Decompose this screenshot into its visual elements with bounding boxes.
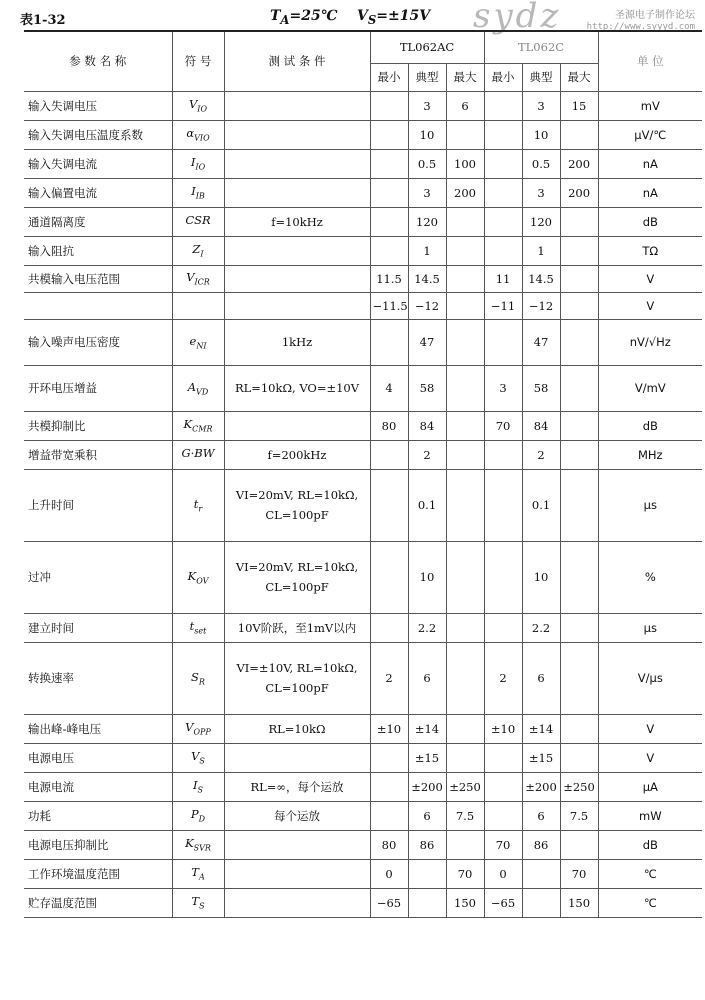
col-unit: 单 位 [598,31,702,91]
test-condition: VI=20mV, RL=10kΩ, CL=100pF [224,469,370,541]
value-cell: 3 [522,91,560,120]
value-cell: 86 [522,830,560,859]
value-cell: 200 [560,149,598,178]
table-row [24,440,702,469]
value-cell: 58 [408,365,446,411]
col-typ-1: 典型 [408,63,446,91]
unit-cell: ℃ [598,888,702,917]
test-condition [224,265,370,292]
value-cell: 15 [560,91,598,120]
test-condition [224,120,370,149]
param-symbol: $I_S$ [172,772,224,801]
table-id: 表1-32 [20,13,66,28]
unit-cell: V/mV [598,365,702,411]
unit-cell: μA [598,772,702,801]
value-cell: 120 [408,207,446,236]
table-row [24,207,702,236]
value-cell: 58 [522,365,560,411]
unit-cell: dB [598,207,702,236]
value-cell [484,149,522,178]
value-cell [484,236,522,265]
value-cell: 7.5 [446,801,484,830]
test-condition [224,149,370,178]
unit-cell: dB [598,411,702,440]
param-name: 增益带宽乘积 [24,440,172,469]
value-cell: 0 [370,859,408,888]
value-cell [446,365,484,411]
value-cell [408,888,446,917]
param-symbol: $T_S$ [172,888,224,917]
value-cell: 80 [370,411,408,440]
value-cell [484,319,522,365]
value-cell: 70 [560,859,598,888]
table-row [24,830,702,859]
param-name: 共模抑制比 [24,411,172,440]
col-max-1: 最大 [446,63,484,91]
test-condition [224,411,370,440]
param-name: 功耗 [24,801,172,830]
param-symbol: $I_{IB}$ [172,178,224,207]
value-cell [560,714,598,743]
value-cell: 0.1 [408,469,446,541]
value-cell: −65 [370,888,408,917]
value-cell [446,743,484,772]
test-condition: 10V阶跃，至1mV以内 [224,613,370,642]
value-cell [408,859,446,888]
value-cell: 47 [522,319,560,365]
param-name: 输出峰-峰电压 [24,714,172,743]
value-cell [446,207,484,236]
value-cell: 2 [408,440,446,469]
value-cell: 150 [446,888,484,917]
value-cell: 0.1 [522,469,560,541]
value-cell: 6 [522,801,560,830]
test-condition [224,830,370,859]
unit-cell: nA [598,149,702,178]
unit-cell: % [598,541,702,613]
unit-cell: ℃ [598,859,702,888]
unit-cell: mW [598,801,702,830]
value-cell [446,265,484,292]
value-cell [370,469,408,541]
table-row [24,365,702,411]
table-row [24,801,702,830]
param-symbol: CSR [172,207,224,236]
unit-cell: μV/℃ [598,120,702,149]
value-cell: 6 [522,642,560,714]
value-cell [560,207,598,236]
value-cell: 84 [408,411,446,440]
col-condition: 测 试 条 件 [224,31,370,91]
value-cell [370,319,408,365]
test-condition [224,178,370,207]
value-cell [370,149,408,178]
table-row [24,859,702,888]
value-cell: 0.5 [408,149,446,178]
test-condition: 每个运放 [224,801,370,830]
param-name: 输入失调电压 [24,91,172,120]
value-cell: −12 [522,292,560,319]
param-name: 上升时间 [24,469,172,541]
value-cell: 10 [522,120,560,149]
value-cell [560,319,598,365]
table-row [24,888,702,917]
value-cell [484,207,522,236]
table-row [24,91,702,120]
value-cell: 0 [484,859,522,888]
value-cell [560,292,598,319]
value-cell [446,714,484,743]
value-cell [370,772,408,801]
test-condition: 1kHz [224,319,370,365]
value-cell: −65 [484,888,522,917]
test-condition: RL=10kΩ [224,714,370,743]
param-symbol: $V_{OPP}$ [172,714,224,743]
value-cell [370,541,408,613]
unit-cell: nA [598,178,702,207]
param-name [24,292,172,319]
table-row [24,292,702,319]
value-cell [370,613,408,642]
unit-cell: V [598,265,702,292]
value-cell [446,642,484,714]
param-symbol [172,292,224,319]
param-symbol: $K_{CMR}$ [172,411,224,440]
table-row [24,265,702,292]
table-row [24,714,702,743]
param-symbol: $A_{VD}$ [172,365,224,411]
value-cell: 2 [522,440,560,469]
test-condition [224,859,370,888]
param-name: 开环电压增益 [24,365,172,411]
value-cell: 47 [408,319,446,365]
unit-cell: V [598,292,702,319]
param-name: 过冲 [24,541,172,613]
value-cell [446,469,484,541]
table-row [24,149,702,178]
value-cell: 14.5 [408,265,446,292]
value-cell: 70 [484,411,522,440]
test-condition [224,91,370,120]
value-cell [446,613,484,642]
value-cell [560,440,598,469]
test-condition [224,743,370,772]
test-condition: f=10kHz [224,207,370,236]
param-name: 工作环境温度范围 [24,859,172,888]
value-cell [370,91,408,120]
value-cell: 3 [484,365,522,411]
table-row [24,613,702,642]
param-symbol: $V_{IO}$ [172,91,224,120]
value-cell: 3 [408,91,446,120]
param-symbol: $K_{OV}$ [172,541,224,613]
value-cell [560,411,598,440]
test-condition: RL=∞，每个运放 [224,772,370,801]
value-cell: 11.5 [370,265,408,292]
table-row [24,772,702,801]
value-cell [560,120,598,149]
param-symbol: $Z_I$ [172,236,224,265]
value-cell: 6 [446,91,484,120]
unit-cell: dB [598,830,702,859]
param-name: 建立时间 [24,613,172,642]
value-cell [446,292,484,319]
param-symbol: $V_S$ [172,743,224,772]
unit-cell: V [598,714,702,743]
value-cell [560,541,598,613]
value-cell: 1 [522,236,560,265]
param-name: 转换速率 [24,642,172,714]
value-cell [484,613,522,642]
value-cell [484,772,522,801]
value-cell [370,178,408,207]
value-cell: 200 [560,178,598,207]
param-name: 电源电压 [24,743,172,772]
param-symbol: $K_{SVR}$ [172,830,224,859]
value-cell [370,236,408,265]
table-row [24,541,702,613]
value-cell [484,743,522,772]
param-name: 输入失调电压温度系数 [24,120,172,149]
table-row [24,178,702,207]
value-cell [446,120,484,149]
test-condition: f=200kHz [224,440,370,469]
value-cell: ±15 [408,743,446,772]
value-cell: 200 [446,178,484,207]
value-cell [446,319,484,365]
value-cell: ±10 [370,714,408,743]
value-cell [560,642,598,714]
value-cell [560,743,598,772]
value-cell: 10 [408,541,446,613]
value-cell [484,440,522,469]
col-min-1: 最小 [370,63,408,91]
value-cell: ±250 [560,772,598,801]
value-cell [560,613,598,642]
value-cell: 4 [370,365,408,411]
value-cell [560,469,598,541]
param-name: 输入噪声电压密度 [24,319,172,365]
value-cell [560,365,598,411]
value-cell [370,120,408,149]
value-cell: 2.2 [522,613,560,642]
value-cell [446,411,484,440]
value-cell: 7.5 [560,801,598,830]
table-row [24,120,702,149]
value-cell: 6 [408,642,446,714]
table-row [24,743,702,772]
value-cell [484,541,522,613]
param-symbol: $P_D$ [172,801,224,830]
col-param: 参 数 名 称 [24,31,172,91]
logo-name: 圣源电子制作论坛 [615,10,695,21]
col-device-2: TL062C [484,31,598,63]
unit-cell: μs [598,613,702,642]
param-symbol: $t_{set}$ [172,613,224,642]
value-cell [446,830,484,859]
param-symbol: $S_R$ [172,642,224,714]
table-row [24,319,702,365]
value-cell: −11 [484,292,522,319]
value-cell: ±250 [446,772,484,801]
value-cell [370,743,408,772]
table-row [24,642,702,714]
unit-cell: V/μs [598,642,702,714]
param-name: 输入失调电流 [24,149,172,178]
value-cell: −12 [408,292,446,319]
table-row [24,469,702,541]
value-cell: 6 [408,801,446,830]
test-condition: VI=±10V, RL=10kΩ, CL=100pF [224,642,370,714]
unit-cell: nV/√Hz [598,319,702,365]
value-cell: ±15 [522,743,560,772]
param-name: 贮存温度范围 [24,888,172,917]
param-symbol: $I_{IO}$ [172,149,224,178]
value-cell: 3 [522,178,560,207]
value-cell [484,801,522,830]
param-symbol: $\alpha_{VIO}$ [172,120,224,149]
value-cell: 1 [408,236,446,265]
value-cell: 3 [408,178,446,207]
value-cell: 70 [484,830,522,859]
logo-url: http://www.syyyd.com [586,22,695,32]
param-name: 共模输入电压范围 [24,265,172,292]
value-cell [484,120,522,149]
value-cell [522,888,560,917]
table-row [24,411,702,440]
unit-cell: MHz [598,440,702,469]
col-device-1: TL062AC [370,31,484,63]
col-symbol: 符 号 [172,31,224,91]
test-condition: VI=20mV, RL=10kΩ, CL=100pF [224,541,370,613]
logo-mark: sydz [473,0,562,36]
value-cell: ±14 [522,714,560,743]
value-cell: 11 [484,265,522,292]
value-cell: 120 [522,207,560,236]
value-cell [560,236,598,265]
value-cell: ±200 [408,772,446,801]
test-condition [224,236,370,265]
param-name: 输入阻抗 [24,236,172,265]
value-cell: 84 [522,411,560,440]
value-cell [446,440,484,469]
value-cell: 80 [370,830,408,859]
value-cell: ±10 [484,714,522,743]
param-symbol: $t_r$ [172,469,224,541]
col-typ-2: 典型 [522,63,560,91]
value-cell: 150 [560,888,598,917]
value-cell [560,830,598,859]
param-name: 电源电流 [24,772,172,801]
value-cell [522,859,560,888]
unit-cell: mV [598,91,702,120]
value-cell: 10 [408,120,446,149]
value-cell [484,91,522,120]
value-cell: 14.5 [522,265,560,292]
value-cell: 2 [370,642,408,714]
test-conditions: $T_A=25℃$ $V_S=\pm 15V$ [270,8,431,27]
value-cell: 2 [484,642,522,714]
value-cell [370,207,408,236]
col-max-2: 最大 [560,63,598,91]
col-min-2: 最小 [484,63,522,91]
unit-cell: μs [598,469,702,541]
value-cell [446,541,484,613]
header-row-1 [24,31,702,63]
value-cell: 2.2 [408,613,446,642]
unit-cell: TΩ [598,236,702,265]
param-symbol: G·BW [172,440,224,469]
table-row [24,236,702,265]
test-condition [224,292,370,319]
value-cell: ±200 [522,772,560,801]
value-cell [484,178,522,207]
value-cell: 0.5 [522,149,560,178]
value-cell: ±14 [408,714,446,743]
spec-table [24,30,702,918]
value-cell [484,469,522,541]
value-cell: 70 [446,859,484,888]
value-cell [370,440,408,469]
value-cell: 86 [408,830,446,859]
value-cell [560,265,598,292]
test-condition [224,888,370,917]
value-cell [370,801,408,830]
test-condition: RL=10kΩ, VO=±10V [224,365,370,411]
param-name: 电源电压抑制比 [24,830,172,859]
value-cell: −11.5 [370,292,408,319]
param-symbol: $T_A$ [172,859,224,888]
value-cell [446,236,484,265]
param-symbol: $e_{NI}$ [172,319,224,365]
param-name: 输入偏置电流 [24,178,172,207]
param-symbol: $V_{ICR}$ [172,265,224,292]
value-cell: 100 [446,149,484,178]
value-cell: 10 [522,541,560,613]
unit-cell: V [598,743,702,772]
param-name: 通道隔离度 [24,207,172,236]
